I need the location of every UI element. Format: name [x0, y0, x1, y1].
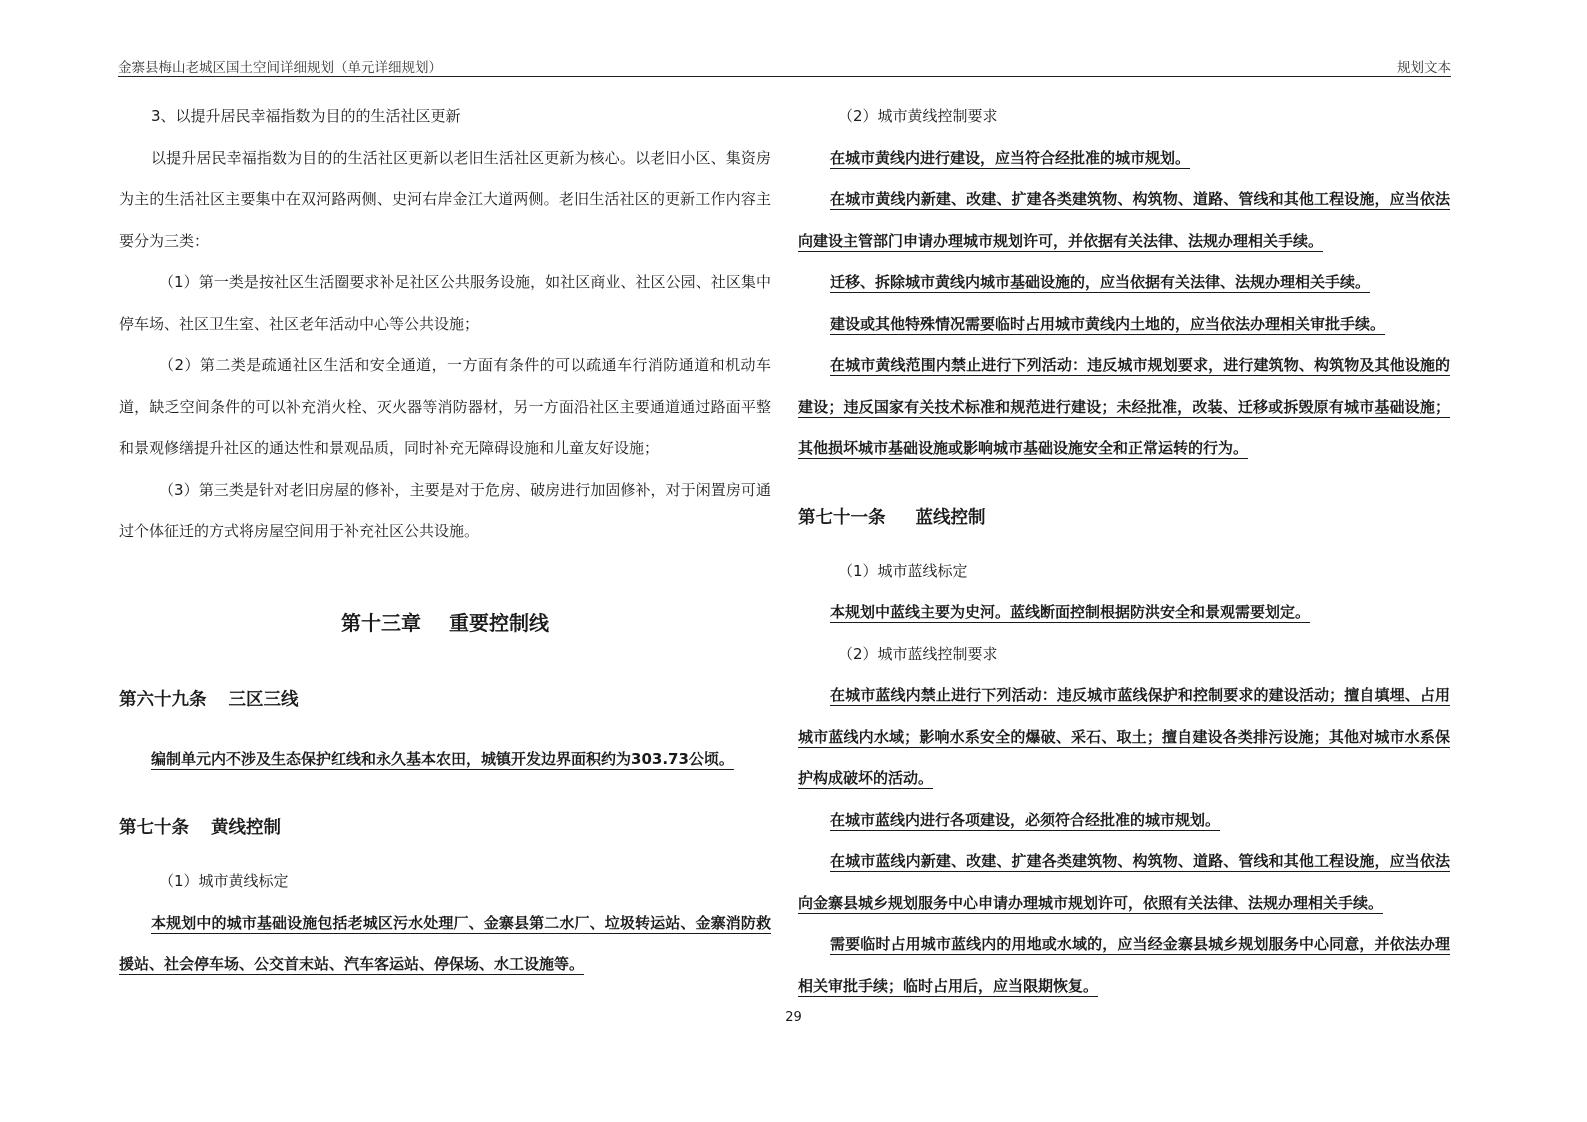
yellow-rule-4-content: 建设或其他特殊情况需要临时占用城市黄线内土地的，应当依法办理相关审批手续。 [830, 314, 1386, 333]
chapter-number: 第十三章 [341, 610, 421, 635]
chapter-title: 重要控制线 [449, 610, 549, 635]
renewal-item-1: （1）第一类是按社区生活圈要求补足社区公共服务设施，如社区商业、社区公园、社区集中停车场、社区卫生室、社区老年活动中心等公共设施； [119, 273, 771, 333]
blue-rule-1-content: 在城市蓝线内禁止进行下列活动：违反城市蓝线保护和控制要求的建设活动；擅自填埋、占用城市蓝线内水域；影响水系安全的爆破、采石、取土；擅自建设各类排污设施；其他对城市水系保护构成破坏的活动。 [798, 686, 1450, 787]
article-70-heading [119, 814, 771, 839]
blue-rule-3-content: 在城市蓝线内新建、改建、扩建各类建筑物、构筑物、道路、管线和其他工程设施，应当依法向金寨县城乡规划服务中心申请办理城市规划许可，依照有关法律、法规办理相关手续。 [798, 852, 1450, 912]
page-header [118, 54, 1451, 77]
article-70-title: 黄线控制 [211, 818, 281, 838]
article-69-heading [119, 686, 771, 711]
blue-line-subheading-1: （1）城市蓝线标定 [838, 561, 968, 580]
blue-rule-4 [798, 924, 1450, 1007]
article-69-title: 三区三线 [228, 689, 299, 710]
yellow-rule-3-content: 迁移、拆除城市黄线内城市基础设施的，应当依据有关法律、法规办理相关手续。 [830, 273, 1371, 291]
blue-rule-1 [798, 675, 1450, 800]
yellow-rule-2 [798, 179, 1450, 262]
yellow-rule-1-content: 在城市黄线内进行建设，应当符合经批准的城市规划。 [830, 148, 1191, 167]
article-71-title: 蓝线控制 [915, 507, 986, 528]
yellow-line-designation [119, 903, 771, 986]
right-column [798, 100, 1450, 1007]
article-69-text [119, 739, 771, 781]
section-3-title: 3、以提升居民幸福指数为目的的生活社区更新 [151, 107, 461, 125]
chapter-heading [119, 607, 771, 636]
blue-line-subheading-2: （2）城市蓝线控制要求 [838, 644, 998, 663]
blue-rule-2-content: 在城市蓝线内进行各项建设，必须符合经批准的城市规划。 [830, 810, 1221, 829]
blue-rule-4-content: 需要临时占用城市蓝线内的用地或水域的，应当经金寨县城乡规划服务中心同意，并依法办理相关审批手续；临时占用后，应当限期恢复。 [798, 935, 1450, 995]
article-69-content: 编制单元内不涉及生态保护红线和永久基本农田，城镇开发边界面积约为303.73公顷。 [151, 749, 734, 768]
blue-line-designation-content: 本规划中蓝线主要为史河。蓝线断面控制根据防洪安全和景观需要划定。 [830, 603, 1311, 621]
page-number: 29 [785, 1010, 802, 1025]
yellow-line-subheading-2: （2）城市黄线控制要求 [838, 107, 998, 125]
document-type: 规划文本 [1397, 60, 1451, 76]
left-column [119, 100, 771, 986]
yellow-rule-2-content: 在城市黄线内新建、改建、扩建各类建筑物、构筑物、道路、管线和其他工程设施，应当依法向建设主管部门申请办理城市规划许可，并依据有关法律、法规办理相关手续。 [798, 190, 1450, 250]
article-69-number: 第六十九条 [119, 689, 207, 710]
yellow-line-designation-content: 本规划中的城市基础设施包括老城区污水处理厂、金寨县第二水厂、垃圾转运站、金寨消防救援站、社会停车场、公交首末站、汽车客运站、停保场、水工设施等。 [119, 913, 771, 973]
renewal-item-2: （2）第二类是疏通社区生活和安全通道，一方面有条件的可以疏通车行消防通道和机动车道，缺乏空间条件的可以补充消火栓、灭火器等消防器材，另一方面沿社区主要通道通过路面平整和景观修缮提升社区的通达性和景观品质，同时补充无障碍设施和儿童友好设施； [119, 356, 771, 457]
blue-rule-3 [798, 841, 1450, 924]
article-70-number: 第七十条 [119, 818, 189, 838]
yellow-line-subheading-1: （1）城市黄线标定 [159, 872, 289, 890]
yellow-rule-5 [798, 345, 1450, 470]
blue-line-designation [798, 592, 1450, 634]
article-71-heading [798, 504, 1450, 529]
article-71-number: 第七十一条 [798, 507, 886, 528]
blue-rule-2 [798, 800, 1450, 842]
yellow-rule-5-content: 在城市黄线范围内禁止进行下列活动：违反城市规划要求，进行建筑物、构筑物及其他设施的建设；违反国家有关技术标准和规范进行建设；未经批准，改装、迁移或拆毁原有城市基础设施；其他损坏城市基础设施或影响城市基础设施安全和正常运转的行为。 [798, 356, 1450, 457]
document-title: 金寨县梅山老城区国土空间详细规划（单元详细规划） [118, 60, 442, 76]
yellow-rule-3 [798, 262, 1450, 304]
renewal-item-3: （3）第三类是针对老旧房屋的修补，主要是对于危房、破房进行加固修补，对于闲置房可通过个体征迁的方式将房屋空间用于补充社区公共设施。 [119, 480, 771, 540]
section-3-intro: 以提升居民幸福指数为目的的生活社区更新以老旧生活社区更新为核心。以老旧小区、集资房为主的生活社区主要集中在双河路两侧、史河右岸金江大道两侧。老旧生活社区的更新工作内容主要分为三类： [119, 148, 771, 250]
yellow-rule-1 [798, 138, 1450, 180]
yellow-rule-4 [798, 304, 1450, 346]
